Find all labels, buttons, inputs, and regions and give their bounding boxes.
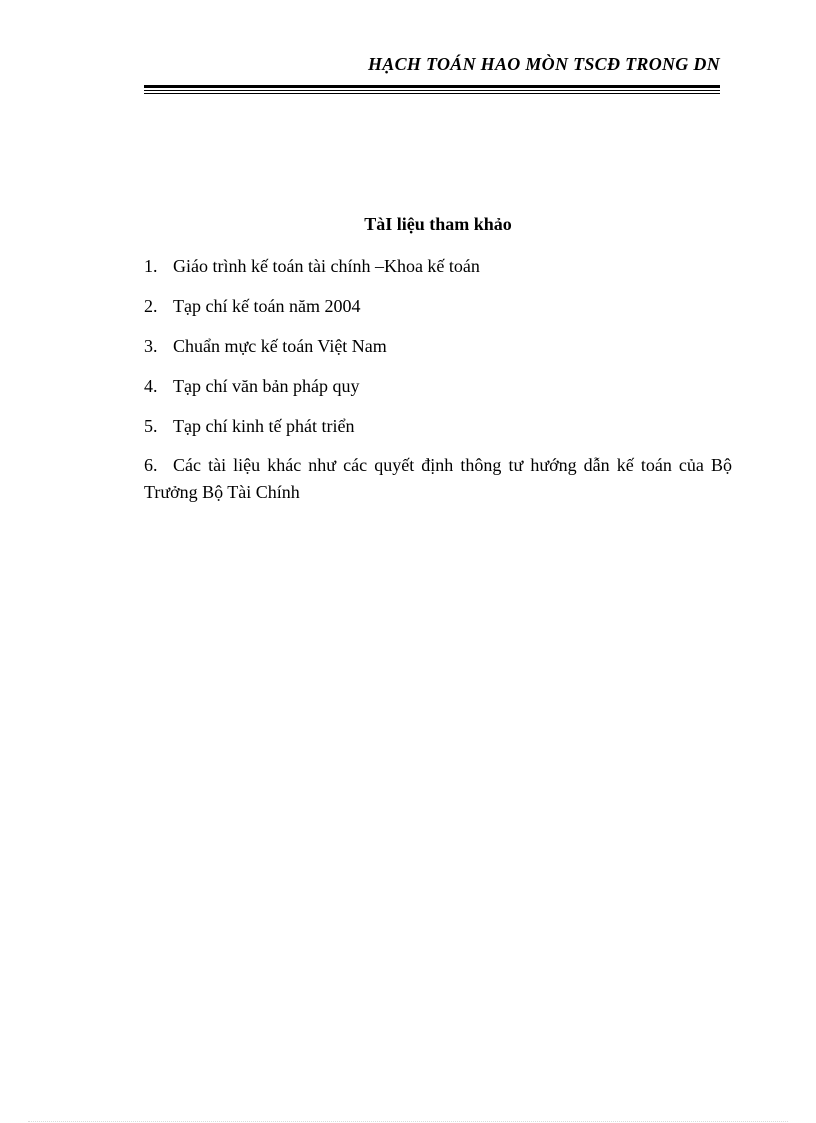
reference-text: Giáo trình kế toán tài chính –Khoa kế toán bbox=[173, 256, 480, 276]
running-header-title: HẠCH TOÁN HAO MÒN TSCĐ TRONG DN bbox=[367, 54, 720, 74]
reference-text: Tạp chí kế toán năm 2004 bbox=[173, 296, 361, 316]
reference-item bbox=[144, 374, 732, 398]
reference-item bbox=[144, 334, 732, 358]
reference-item bbox=[144, 254, 732, 278]
header-rule-thin bbox=[144, 90, 720, 91]
reference-text: Chuẩn mực kế toán Việt Nam bbox=[173, 336, 387, 356]
header-rule-thick bbox=[144, 85, 720, 88]
reference-text: Các tài liệu khác như các quyết định thông tư hướng dẫn kế toán của Bộ Trưởng Bộ Tài Chính bbox=[144, 455, 732, 502]
reference-number: 1. bbox=[144, 256, 158, 276]
reference-item bbox=[144, 294, 732, 318]
reference-text: Tạp chí văn bản pháp quy bbox=[173, 376, 360, 396]
header-divider bbox=[144, 85, 720, 94]
reference-text: Tạp chí kinh tế phát triển bbox=[173, 416, 355, 436]
reference-item bbox=[144, 414, 732, 438]
reference-number: 4. bbox=[144, 376, 158, 396]
reference-number: 3. bbox=[144, 336, 158, 356]
page-bottom-edge bbox=[28, 1121, 788, 1122]
reference-item bbox=[144, 452, 732, 506]
reference-number: 6. bbox=[144, 455, 158, 475]
reference-number: 5. bbox=[144, 416, 158, 436]
header-rule-thin-lower bbox=[144, 93, 720, 94]
references-heading: TàI liệu tham khảo bbox=[364, 214, 512, 234]
reference-number: 2. bbox=[144, 296, 158, 316]
reference-list bbox=[144, 254, 732, 522]
